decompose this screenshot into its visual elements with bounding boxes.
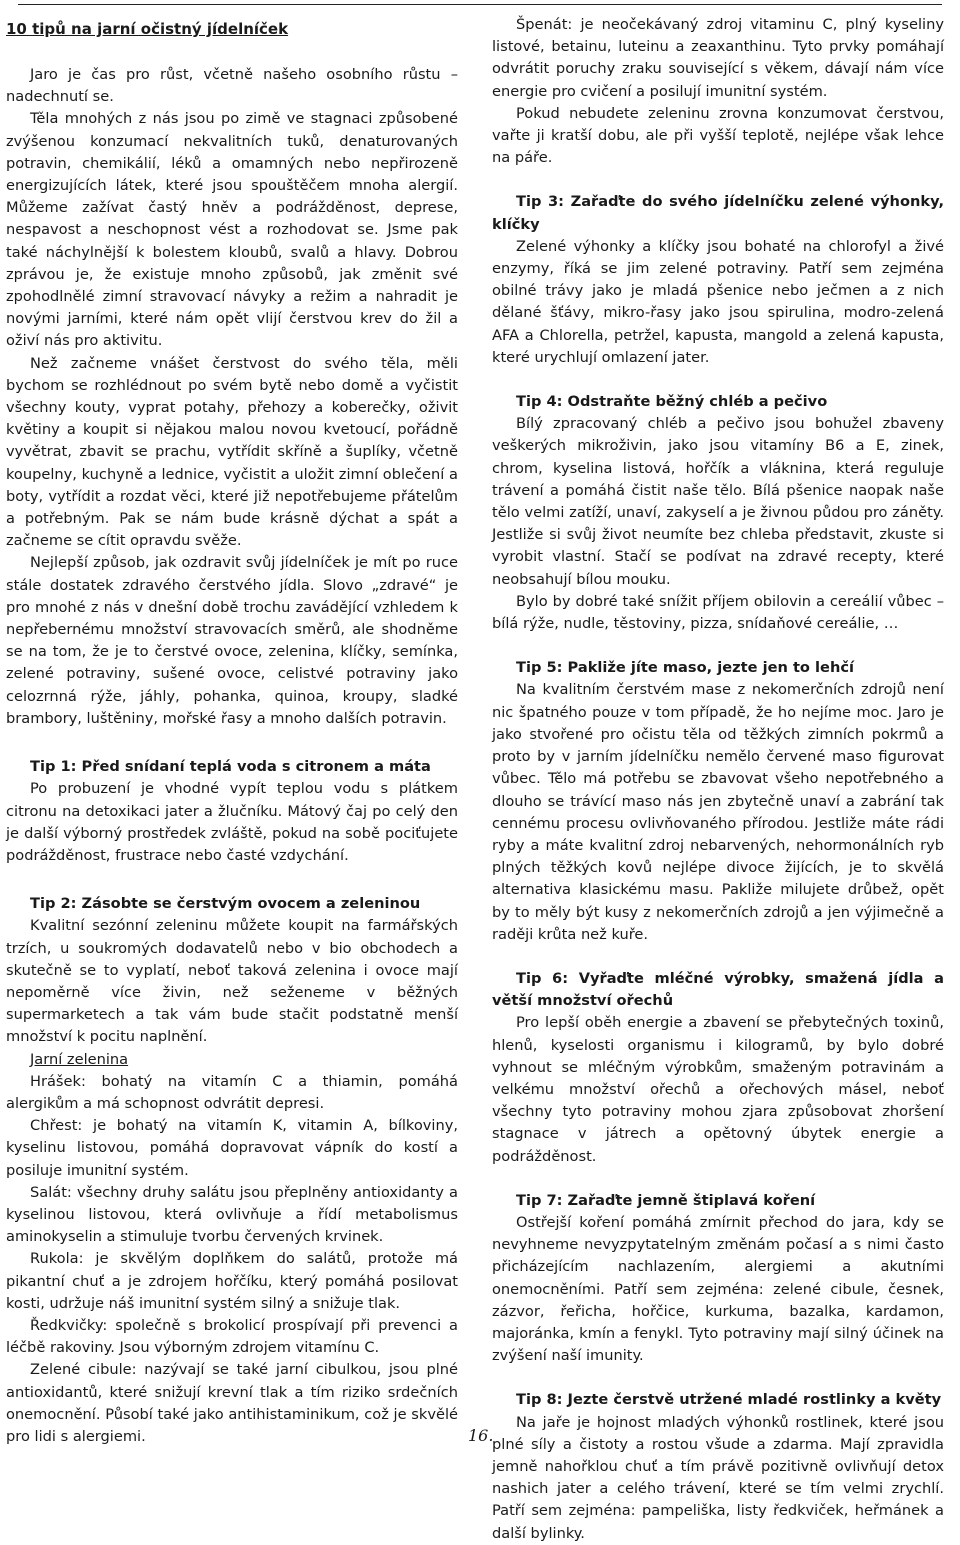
article-title: 10 tipů na jarní očistný jídelníček bbox=[6, 20, 289, 38]
intro-paragraph: Těla mnohých z nás jsou po zimě ve stagnaci způsobené zvýšenou konzumací nekvalitních tuků, denaturovaných potravin, chemikálií, léků a omamných nebo nepřirozeně energizujících látek, které jsou spouštěčem mnoha alergií. Můžeme zažívat častý hněv a podrážděnost, deprese, nespavost a neschopnost vést a rozhodovat se. Jsme pak také náchylnější k bolestem kloubů, svalů a hlavy. Dobrou zprávou je, že existuje mnoho způsobů, jak změnit své zpohodlnělé zimní stravovací návyky a režim a nahradit je novými jarními, které nám opět vlijí čerstvou krev do žil a oživí nás pro aktivitu. bbox=[6, 110, 458, 350]
tip-5-text: Na kvalitním čerstvém mase z nekomerčních zdrojů není nic špatného pouze v tom případě, že ho nejíme moc. Jaro je jako stvořené pro očistu těla od těžkých zimních pokrmů a proto by v jarním jídelníčku nemělo červené maso figurovat vůbec. Tělo má potřebu se zbavovat všeho nepotřebného a dlouho se trávící maso nás jen zbytečně unaví a zabrání tak cennému procesu ovlivňovaného přírodou. Jestliže máte rádi ryby a máte kvalitní zdroj nebarvených, nehormonálních ryb plných těžkých kovů nejlépe divoce žijících, je to skvělá alternativa klasickému masu. Pakliže milujete drůbež, opět by to měly být kusy z nekomerčních zdrojů a jen výjimečně a raději krůta než kuře. bbox=[492, 681, 944, 943]
tip-3-heading: Tip 3: Zařaďte do svého jídelníčku zelené výhonky, klíčky bbox=[492, 193, 944, 233]
intro-paragraph: Než začneme vnášet čerstvost do svého těla, měli bychom se rozhlédnout po svém bytě nebo domě a vyčistit všechny kouty, vyprat potahy, přehozy a koberečky, oživit květiny a koupit si nějakou malou novou kvetoucí, pořádně vyvětrat, zbavit se prachu, vytřídit skříně a šuplíky, včetně koupelny, kuchyně a lednice, vyčistit a uložit zimní oblečení a boty, vytřídit a rozdat věci, které již nepotřebujeme přátelům a potřebným. Pak se nám bude krásně dýchat a spát a začneme se cítit opravdu svěže. bbox=[6, 354, 458, 550]
tip-6-text: Pro lepší oběh energie a zbavení se přebytečných toxinů, hlenů, kyselosti organismu i kilogramů, by bylo dobré vyhnout se mléčným výrobkům, smaženým potravinám a velkému množství ořechů a ořechových másel, neboť všechny tyto potraviny mohou zjara způsobovat zhoršení stagnace v játrech a opětovný úbytek energie a podrážděnost. bbox=[492, 1014, 944, 1165]
tip-8-text: Na jaře je hojnost mladých výhonků rostlinek, které jsou plné síly a čistoty a rostou všude a zdarma. Mají zpravidla jemně nahořklou chuť a tím právě pozitivně ovlivňují detox nashich jater a celého trávení, které se tím velmi zrychlí. Patří sem zejména: pampeliška, listy ředkviček, heřmánek a další bylinky. bbox=[492, 1413, 944, 1542]
veg-paragraph: Hrášek: bohatý na vitamín C a thiamin, pomáhá alergikům a má schopnost odvrátit depresi. bbox=[6, 1072, 458, 1112]
veg-paragraph: Ředkvičky: společně s brokolicí prospívají při prevenci a léčbě rakoviny. Jsou výborným zdrojem vitamínu C. bbox=[6, 1316, 458, 1357]
veg-paragraph: Zelené cibule: nazývají se také jarní cibulkou, jsou plné antioxidantů, které snižují krevní tlak a tím riziko srdečních onemocnění. Působí také jako antihistaminikum, což je skvělé pro lidi s alergiemi. bbox=[6, 1361, 458, 1445]
tip-2-heading: Tip 2: Zásobte se čerstvým ovocem a zeleninou bbox=[30, 895, 421, 913]
veg-paragraph: Rukola: je skvělým doplňkem do salátů, protože má pikantní chuť a je zdrojem hořčíku, který pomáhá posilovat kosti, udržuje náš imunitní systém silný a snižuje tlak. bbox=[6, 1250, 458, 1312]
tip-7-heading: Tip 7: Zařaďte jemně štiplavá koření bbox=[516, 1191, 816, 1209]
intro-paragraph: Nejlepší způsob, jak ozdravit svůj jídelníček je mít po ruce stále dostatek zdravého čerstvého jídla. Slovo „zdravé“ je pro mnohé z nás v dnešní době trochu zavádějící vzhledem k nepřebernému množství stravovacích směrů, ale shodněme se na tom, že je to čerstvé ovoce, zelenina, klíčky, semínka, zelené potraviny, sušené ovoce, celistvé potraviny jako celozrnná rýže, jáhly, pohanka, quinoa, kroupy, sladké brambory, luštěniny, mořské řasy a mnoho dalších potravin. bbox=[6, 554, 458, 727]
tip-2-text: Kvalitní sezónní zeleninu můžete koupit na farmářských trzích, u soukromých dodavatelů nebo v bio obchodech a skutečně se to vyplatí, neboť taková zelenina i ovoce mají nepoměrně více živin, než seženeme v běžných supermarketech a tak vám bude stačit podstatně menší množství k pocitu naplnění. bbox=[6, 917, 458, 1046]
spring-veg-label-paragraph bbox=[6, 1049, 458, 1071]
tip-8-heading: Tip 8: Jezte čerstvě utržené mladé rostlinky a květy bbox=[516, 1391, 942, 1409]
tip-3-text: Zelené výhonky a klíčky jsou bohaté na chlorofyl a živé enzymy, říká se jim zelené potraviny. Patří sem zejména obilné trávy jako je mladá pšenice nebo ječmen a z nich dělané šťávy, mikro-řasy jako jsou spirulina, modro-zelená AFA a Chlorella, petržel, kapusta, mangold a zelená kapusta, které urychlují omlazení jater. bbox=[492, 237, 944, 366]
veg-paragraph: Salát: všechny druhy salátu jsou přeplněny antioxidanty a kyselinou listovou, která ovlivňuje a řídí metabolismus aminokyselin a stimuluje tvorbu červených krvinek. bbox=[6, 1183, 458, 1246]
tip-4-text-extra: Bylo by dobré také snížit příjem obilovin a cereálií vůbec – bílá rýže, nudle, těstoviny, pizza, snídaňové cereálie, … bbox=[492, 592, 944, 633]
right-column bbox=[492, 14, 944, 1545]
left-column bbox=[6, 18, 458, 1448]
veg-paragraph: Chřest: je bohatý na vitamín K, vitamin A, bílkoviny, kyselinu listovou, pomáhá dopravovat vápník do kostí a posiluje imunitní systém. bbox=[6, 1117, 458, 1179]
tip-6-heading: Tip 6: Vyřaďte mléčné výrobky, smažená jídla a větší množství ořechů bbox=[492, 969, 944, 1010]
tip-7-text: Ostřejší koření pomáhá zmírnit přechod do jara, kdy se nevyhneme nevyzpytatelným změnám počasí a s nimi často přicházejícím nachlazením, alergiemi a akutními onemocněními. Patří sem zejména: zelené cibule, česnek, zázvor, řeřicha, hořčice, kurkuma, bazalka, kardamon, majoránka, kmín a fenykl. Tyto potraviny mají silný účinek na zvýšení naší imunity. bbox=[492, 1213, 944, 1365]
tip-1-heading: Tip 1: Před snídaní teplá voda s citronem a máta bbox=[30, 758, 431, 776]
tip-5-heading: Tip 5: Pakliže jíte maso, jezte jen to lehčí bbox=[516, 659, 854, 677]
steam-tip-paragraph: Pokud nebudete zeleninu zrovna konzumovat čerstvou, vařte ji kratší dobu, ale při vyšší teplotě, nejlépe však lehce na páře. bbox=[492, 104, 944, 167]
tip-1-text: Po probuzení je vhodné vypít teplou vodu s plátkem citronu na detoxikaci jater a žlučníku. Mátový čaj po celý den je další výborný prostředek zvláště, pokud na sobě pociťujete podrážděnost, frustrace nebo časté vzdychání. bbox=[6, 780, 458, 864]
spinach-paragraph: Špenát: je neočekávaný zdroj vitaminu C, plný kyseliny listové, betainu, luteinu a zeaxanthinu. Tyto prvky pomáhají odvrátit poruchy zraku související s věkem, dávají nám více energie pro cvičení a posilují imunitní systém. bbox=[492, 16, 944, 100]
spring-veg-label: Jarní zelenina bbox=[30, 1050, 129, 1068]
tip-4-heading: Tip 4: Odstraňte běžný chléb a pečivo bbox=[516, 393, 828, 411]
page-number: 16. bbox=[468, 1426, 494, 1445]
tip-4-text: Bílý zpracovaný chléb a pečivo jsou bohužel zbaveny veškerých mikroživin, jako jsou vitamíny B6 a E, zinek, chrom, kyselina listová, hořčík a vláknina, která reguluje trávení a pomáhá čistit naše tělo. Bílá pšenice naopak naše tělo velmi zatíží, unaví, zakyselí a je živnou půdou pro záněty. Jestliže si svůj život neumíte bez chleba představit, zkuste si vyrobit vlastní. Stačí se podívat na zdravé recepty, které neobsahují bílou mouku. bbox=[492, 415, 944, 588]
top-rule bbox=[18, 4, 942, 5]
intro-paragraph: Jaro je čas pro růst, včetně našeho osobního růstu – nadechnutí se. bbox=[6, 66, 458, 106]
